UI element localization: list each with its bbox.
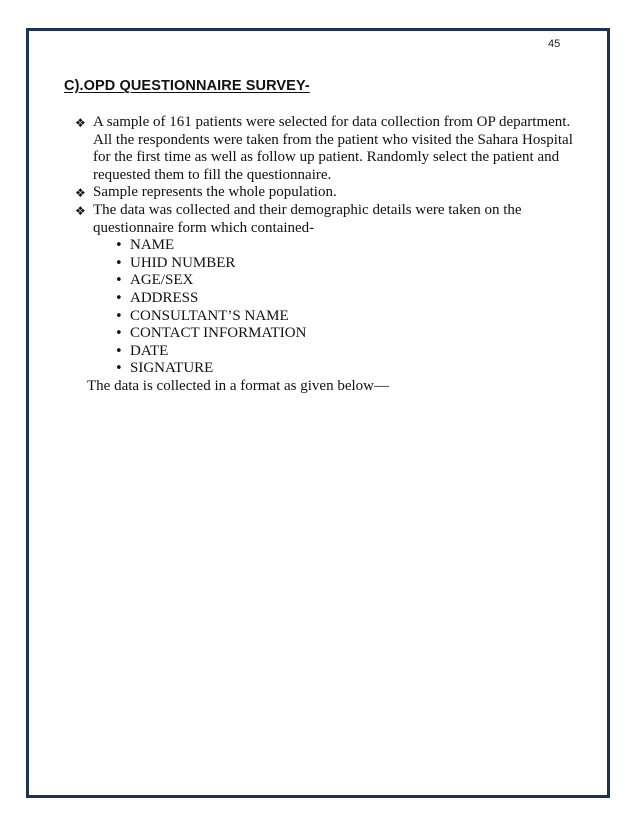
- survey-point-text: The data was collected and their demographic details were taken on the questionnaire form which contained-: [93, 201, 522, 236]
- survey-point-collection: [75, 202, 575, 237]
- form-field-item: [115, 343, 575, 361]
- survey-point-text: Sample represents the whole population.: [93, 184, 337, 201]
- bullet-dot-icon: •: [115, 361, 123, 377]
- form-field-item: [115, 308, 575, 326]
- form-field-item: [115, 290, 575, 308]
- survey-points-list: [75, 114, 575, 237]
- form-field-item: [115, 325, 575, 343]
- survey-point-sample: [75, 114, 575, 184]
- form-field-label: AGE/SEX: [130, 272, 194, 289]
- form-field-label: DATE: [130, 342, 169, 359]
- form-field-label: CONTACT INFORMATION: [130, 325, 307, 342]
- diamond-bullet-icon: ❖: [75, 203, 86, 218]
- form-field-label: NAME: [130, 237, 175, 254]
- form-field-label: UHID NUMBER: [130, 254, 236, 271]
- form-field-label: SIGNATURE: [130, 360, 214, 377]
- bullet-dot-icon: •: [115, 326, 123, 342]
- form-field-label: CONSULTANT’S NAME: [130, 307, 289, 324]
- form-fields-list: [75, 237, 575, 378]
- form-field-item: [115, 237, 575, 255]
- bullet-dot-icon: •: [115, 308, 123, 324]
- bullet-dot-icon: •: [115, 238, 123, 254]
- section-title: C).OPD QUESTIONNAIRE SURVEY-: [64, 78, 310, 94]
- page-number: 45: [548, 38, 561, 50]
- bullet-dot-icon: •: [115, 255, 123, 271]
- form-field-item: [115, 255, 575, 273]
- diamond-bullet-icon: ❖: [75, 186, 86, 201]
- bullet-dot-icon: •: [115, 273, 123, 289]
- document-body: [75, 114, 575, 396]
- survey-point-population: [75, 184, 575, 202]
- form-field-label: ADDRESS: [130, 289, 199, 306]
- bullet-dot-icon: •: [115, 343, 123, 359]
- survey-point-text: A sample of 161 patients were selected for data collection from OP department. All the respondents were taken from the patient who visited the Sahara Hospital for the first time as well as follow up patient. Randomly select the patient and requested them to fill the questionnaire.: [93, 114, 573, 183]
- form-field-item: [115, 360, 575, 378]
- bullet-dot-icon: •: [115, 290, 123, 306]
- diamond-bullet-icon: ❖: [75, 116, 86, 130]
- closing-line: The data is collected in a format as given below—: [87, 377, 389, 394]
- form-field-item: [115, 272, 575, 290]
